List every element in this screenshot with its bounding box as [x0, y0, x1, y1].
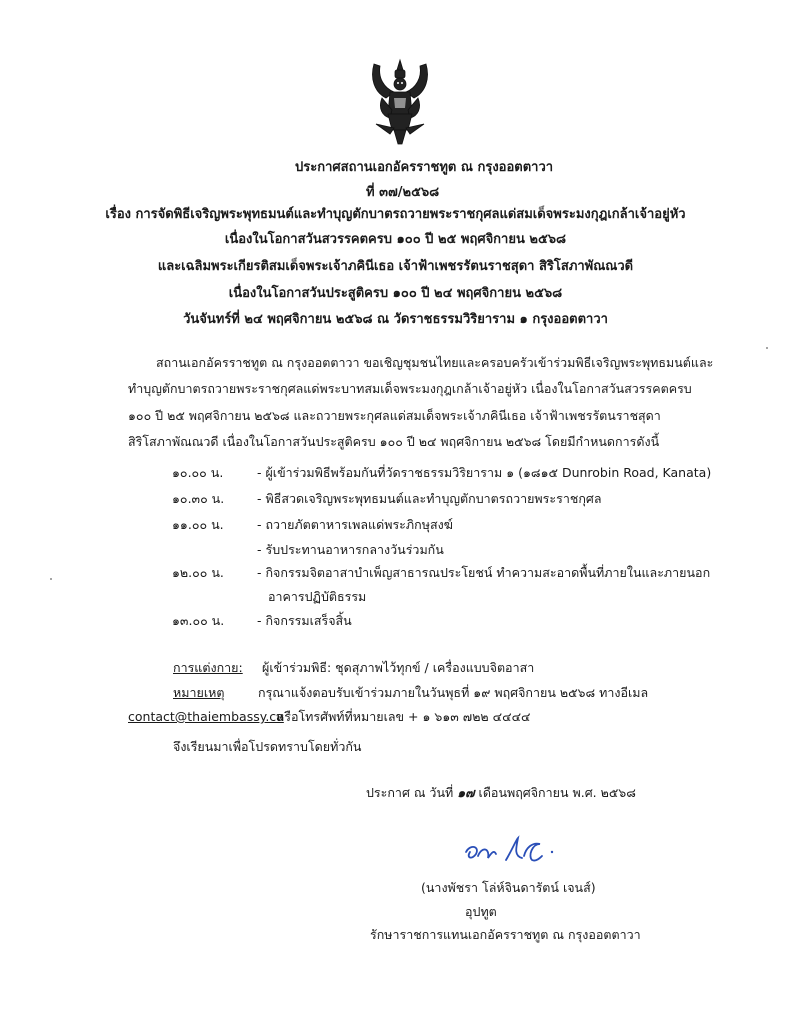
body-paragraph-line-4: สิริโสภาพัณณวดี เนื่องในโอกาสวันประสูติครบ ๑๐๐ ปี ๒๔ พฤศจิกายน ๒๕๖๘ โดยมีกำหนดการดังนี้: [128, 434, 660, 449]
scan-speck: [50, 578, 52, 580]
closing-line: จึงเรียนมาเพื่อโปรดทราบโดยทั่วกัน: [173, 739, 362, 754]
subject-line-1: เรื่อง การจัดพิธีเจริญพระพุทธมนต์และทำบุญตักบาตรถวายพระราชกุศลแด่สมเด็จพระมงกุฎเกล้าเจ้าอยู่หัว: [105, 207, 686, 222]
subject-line-5: วันจันทร์ที่ ๒๔ พฤศจิกายน ๒๕๖๘ ณ วัดราชธรรมวิริยาราม ๑ กรุงออตตาวา: [183, 312, 608, 327]
schedule-activity: - รับประทานอาหารกลางวันร่วมกัน: [257, 542, 444, 557]
schedule-time: ๑๒.๐๐ น.: [172, 565, 224, 580]
scan-speck: [766, 347, 768, 349]
note-text: กรุณาแจ้งตอบรับเข้าร่วมภายในวันพุธที่ ๑๙ พฤศจิกายน ๒๕๖๘ ทางอีเมล: [258, 685, 649, 700]
signer-title: อุปทูต: [465, 904, 497, 919]
dress-code-text: ผู้เข้าร่วมพิธี: ชุดสุภาพไว้ทุกข์ / เครื่องแบบจิตอาสา: [262, 660, 535, 675]
body-paragraph-line-2: ทำบุญตักบาตรถวายพระราชกุศลแด่พระบาทสมเด็จพระมงกุฎเกล้าเจ้าอยู่หัว เนื่องในโอกาสวันสวรรคตครบ: [128, 381, 692, 396]
subject-line-3: และเฉลิมพระเกียรติสมเด็จพระเจ้าภคินีเธอ เจ้าฟ้าเพชรรัตนราชสุดา สิริโสภาพัณณวดี: [157, 259, 634, 274]
subject-line-2: เนื่องในโอกาสวันสวรรคตครบ ๑๐๐ ปี ๒๕ พฤศจิกายน ๒๕๖๘: [224, 232, 567, 247]
date-day: ๑๗: [457, 785, 475, 800]
body-paragraph-line-1: สถานเอกอัครราชทูต ณ กรุงออตตาวา ขอเชิญชุมชนไทยและครอบครัวเข้าร่วมพิธีเจริญพระพุทธมนต์และ: [156, 355, 714, 370]
subject-line-4: เนื่องในโอกาสวันประสูติครบ ๑๐๐ ปี ๒๔ พฤศจิกายน ๒๕๖๘: [228, 286, 563, 301]
note-label: หมายเหตุ: [173, 685, 225, 700]
schedule-time: ๑๑.๐๐ น.: [172, 517, 224, 532]
schedule-activity: - ถวายภัตตาหารเพลแด่พระภิกษุสงฆ์: [257, 517, 453, 532]
signer-role: รักษาราชการแทนเอกอัครราชทูต ณ กรุงออตตาวา: [370, 927, 641, 942]
schedule-time: ๑๐.๐๐ น.: [172, 465, 224, 480]
announcement-title: ประกาศสถานเอกอัครราชทูต ณ กรุงออตตาวา: [295, 160, 554, 175]
schedule-time: ๑๐.๓๐ น.: [172, 491, 225, 506]
contact-phone-text: หรือโทรศัพท์ที่หมายเลข + ๑ ๖๑๓ ๗๒๒ ๔๔๔๔: [276, 709, 531, 724]
schedule-activity: - กิจกรรมเสร็จสิ้น: [257, 613, 352, 628]
schedule-activity: - กิจกรรมจิตอาสาบำเพ็ญสาธารณประโยชน์ ทำความสะอาดพื้นที่ภายในและภายนอก: [257, 565, 711, 580]
announcement-date: [366, 785, 636, 801]
dress-code-label: การแต่งกาย:: [173, 660, 243, 675]
garuda-emblem-icon: [368, 58, 432, 148]
contact-email-link[interactable]: contact@thaiembassy.ca: [128, 709, 284, 724]
date-prefix: ประกาศ ณ วันที่: [366, 785, 454, 800]
schedule-activity: - ผู้เข้าร่วมพิธีพร้อมกันที่วัดราชธรรมวิริยาราม ๑ (๑๘๑๕ Dunrobin Road, Kanata): [257, 465, 712, 480]
signer-name: (นางพัชรา โล่ห์จินดารัตน์ เจนส์): [421, 880, 596, 895]
schedule-time: ๑๓.๐๐ น.: [172, 613, 225, 628]
schedule-activity: - พิธีสวดเจริญพระพุทธมนต์และทำบุญตักบาตรถวายพระราชกุศล: [257, 491, 602, 506]
schedule-activity-continued: อาคารปฏิบัติธรรม: [268, 589, 367, 604]
announcement-number: ที่ ๓๗/๒๕๖๘: [366, 185, 440, 200]
body-paragraph-line-3: ๑๐๐ ปี ๒๕ พฤศจิกายน ๒๕๖๘ และถวายพระกุศลแด่สมเด็จพระเจ้าภคินีเธอ เจ้าฟ้าเพชรรัตนราชสุดา: [128, 408, 661, 423]
date-suffix: เดือนพฤศจิกายน พ.ศ. ๒๕๖๘: [478, 785, 636, 800]
handwritten-signature-icon: [460, 830, 570, 870]
